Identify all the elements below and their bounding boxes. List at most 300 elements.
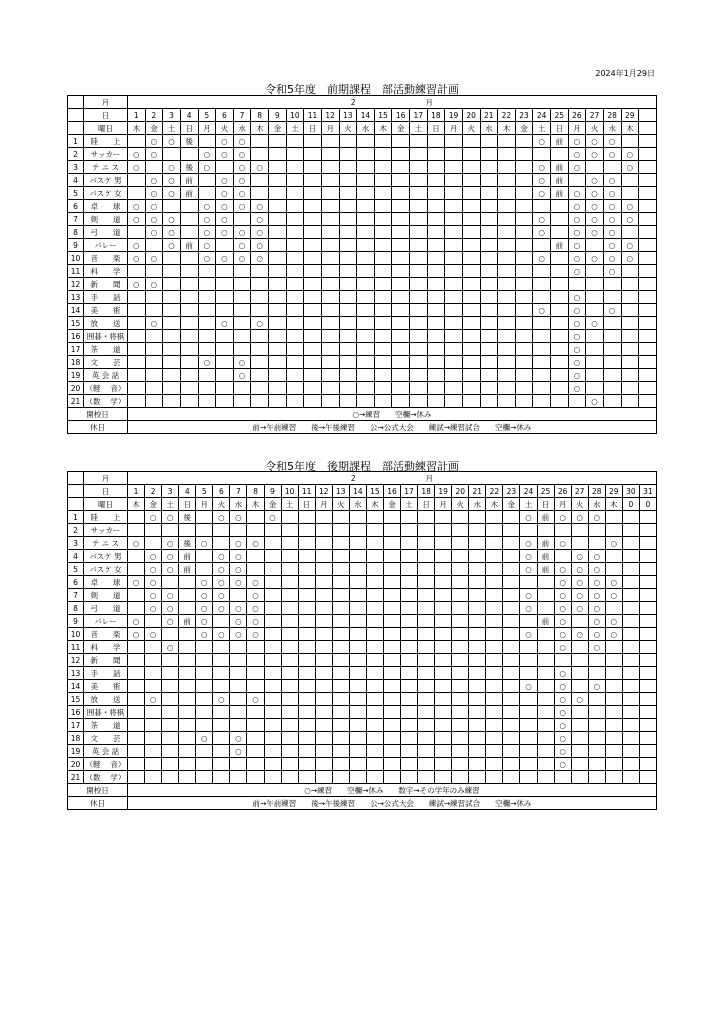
empty-cell bbox=[349, 524, 366, 537]
empty-cell bbox=[315, 602, 332, 615]
empty-cell bbox=[639, 239, 657, 252]
practice-mark: 後 bbox=[180, 135, 198, 148]
practice-mark: ○ bbox=[586, 187, 604, 200]
empty-cell bbox=[605, 667, 622, 680]
club-name: 放 送 bbox=[84, 317, 128, 330]
empty-cell bbox=[418, 602, 435, 615]
practice-mark: 前 bbox=[537, 563, 554, 576]
empty-cell bbox=[281, 641, 298, 654]
practice-mark: ○ bbox=[568, 291, 586, 304]
empty-cell bbox=[462, 330, 480, 343]
empty-cell bbox=[469, 563, 486, 576]
day-number: 12 bbox=[321, 109, 339, 122]
practice-mark: ○ bbox=[233, 369, 251, 382]
empty-cell bbox=[520, 732, 537, 745]
club-row bbox=[68, 369, 657, 382]
empty-cell bbox=[427, 213, 445, 226]
empty-cell bbox=[515, 226, 533, 239]
empty-cell bbox=[639, 511, 656, 524]
practice-mark: ○ bbox=[198, 148, 216, 161]
empty-cell bbox=[366, 732, 383, 745]
empty-cell bbox=[213, 719, 230, 732]
empty-cell bbox=[480, 148, 498, 161]
empty-cell bbox=[427, 174, 445, 187]
empty-cell bbox=[401, 563, 418, 576]
weekday bbox=[639, 122, 657, 135]
empty-cell bbox=[639, 213, 657, 226]
day-number: 6 bbox=[213, 485, 230, 498]
empty-cell bbox=[349, 758, 366, 771]
empty-cell bbox=[469, 511, 486, 524]
empty-cell bbox=[304, 135, 322, 148]
empty-cell bbox=[452, 654, 469, 667]
empty-cell bbox=[551, 356, 569, 369]
practice-mark: ○ bbox=[586, 148, 604, 161]
empty-cell bbox=[179, 667, 196, 680]
club-row bbox=[68, 563, 657, 576]
empty-cell bbox=[366, 524, 383, 537]
empty-cell bbox=[480, 382, 498, 395]
empty-cell bbox=[269, 278, 287, 291]
day-number: 5 bbox=[196, 485, 213, 498]
club-row bbox=[68, 148, 657, 161]
empty-cell bbox=[639, 589, 656, 602]
day-number: 22 bbox=[486, 485, 503, 498]
empty-cell bbox=[427, 330, 445, 343]
empty-cell bbox=[588, 706, 605, 719]
practice-mark: ○ bbox=[568, 369, 586, 382]
empty-cell bbox=[233, 382, 251, 395]
empty-cell bbox=[392, 395, 410, 408]
empty-cell bbox=[281, 602, 298, 615]
empty-cell bbox=[452, 563, 469, 576]
club-number: 8 bbox=[68, 226, 84, 239]
empty-cell bbox=[401, 576, 418, 589]
empty-cell bbox=[427, 317, 445, 330]
club-row bbox=[68, 395, 657, 408]
weekday: 0 bbox=[622, 498, 639, 511]
empty-cell bbox=[418, 758, 435, 771]
empty-cell bbox=[401, 706, 418, 719]
empty-cell bbox=[503, 667, 520, 680]
day-number: 3 bbox=[162, 485, 179, 498]
empty-cell bbox=[401, 628, 418, 641]
empty-cell bbox=[145, 356, 163, 369]
club-row bbox=[68, 239, 657, 252]
empty-cell bbox=[392, 174, 410, 187]
empty-cell bbox=[498, 356, 516, 369]
empty-cell bbox=[469, 615, 486, 628]
empty-cell bbox=[286, 148, 304, 161]
empty-cell bbox=[339, 174, 357, 187]
club-row bbox=[68, 135, 657, 148]
empty-cell bbox=[452, 628, 469, 641]
empty-cell bbox=[264, 589, 281, 602]
empty-cell bbox=[401, 771, 418, 784]
empty-cell bbox=[357, 265, 375, 278]
club-number: 21 bbox=[68, 395, 84, 408]
empty-cell bbox=[605, 602, 622, 615]
empty-cell bbox=[605, 641, 622, 654]
empty-cell bbox=[145, 304, 163, 317]
empty-cell bbox=[332, 628, 349, 641]
empty-cell bbox=[145, 291, 163, 304]
club-name: 手 話 bbox=[84, 291, 128, 304]
practice-mark: ○ bbox=[216, 148, 234, 161]
empty-cell bbox=[339, 330, 357, 343]
month-number: 2 bbox=[350, 97, 356, 107]
empty-cell bbox=[622, 641, 639, 654]
empty-cell bbox=[332, 680, 349, 693]
empty-cell bbox=[435, 680, 452, 693]
day-number: 23 bbox=[503, 485, 520, 498]
club-row bbox=[68, 628, 657, 641]
club-row bbox=[68, 680, 657, 693]
empty-cell bbox=[286, 226, 304, 239]
empty-cell bbox=[537, 680, 554, 693]
empty-cell bbox=[383, 511, 400, 524]
empty-cell bbox=[366, 693, 383, 706]
empty-cell bbox=[374, 291, 392, 304]
empty-cell bbox=[622, 667, 639, 680]
empty-cell bbox=[162, 693, 179, 706]
empty-cell bbox=[603, 317, 621, 330]
practice-mark: ○ bbox=[554, 602, 571, 615]
practice-mark: ○ bbox=[603, 226, 621, 239]
club-row bbox=[68, 589, 657, 602]
weekday: 金 bbox=[269, 122, 287, 135]
club-name: テ ニ ス bbox=[84, 537, 128, 550]
empty-cell bbox=[298, 654, 315, 667]
club-row bbox=[68, 550, 657, 563]
club-name: （数 学） bbox=[84, 395, 128, 408]
empty-cell bbox=[622, 563, 639, 576]
month-row bbox=[68, 472, 657, 485]
empty-cell bbox=[230, 706, 247, 719]
empty-cell bbox=[321, 187, 339, 200]
empty-cell bbox=[418, 680, 435, 693]
weekday: 土 bbox=[163, 122, 181, 135]
empty-cell bbox=[128, 602, 145, 615]
empty-cell bbox=[418, 550, 435, 563]
club-row bbox=[68, 317, 657, 330]
empty-cell bbox=[586, 161, 604, 174]
empty-cell bbox=[179, 706, 196, 719]
day-number: 15 bbox=[374, 109, 392, 122]
empty-cell bbox=[145, 369, 163, 382]
empty-cell bbox=[588, 732, 605, 745]
empty-cell bbox=[418, 654, 435, 667]
empty-cell bbox=[233, 317, 251, 330]
empty-cell bbox=[216, 395, 234, 408]
empty-cell bbox=[503, 745, 520, 758]
practice-mark: ○ bbox=[230, 732, 247, 745]
empty-cell bbox=[281, 537, 298, 550]
empty-cell bbox=[383, 641, 400, 654]
empty-cell bbox=[452, 576, 469, 589]
practice-mark: ○ bbox=[213, 602, 230, 615]
empty-cell bbox=[315, 524, 332, 537]
club-name: 新 聞 bbox=[84, 654, 128, 667]
empty-cell bbox=[515, 395, 533, 408]
weekday: 火 bbox=[339, 122, 357, 135]
club-name: 英 会 話 bbox=[84, 369, 128, 382]
empty-cell bbox=[286, 317, 304, 330]
empty-cell bbox=[251, 174, 269, 187]
empty-cell bbox=[639, 628, 656, 641]
club-number: 17 bbox=[68, 343, 84, 356]
practice-mark: ○ bbox=[233, 174, 251, 187]
empty-cell bbox=[551, 382, 569, 395]
day-number: 25 bbox=[537, 485, 554, 498]
empty-cell bbox=[605, 680, 622, 693]
empty-cell bbox=[537, 524, 554, 537]
empty-cell bbox=[374, 382, 392, 395]
practice-mark: 前 bbox=[551, 174, 569, 187]
empty-cell bbox=[145, 330, 163, 343]
empty-cell bbox=[503, 771, 520, 784]
empty-cell bbox=[366, 615, 383, 628]
practice-mark: ○ bbox=[621, 239, 639, 252]
empty-cell bbox=[639, 395, 657, 408]
empty-cell bbox=[163, 252, 181, 265]
empty-cell bbox=[639, 330, 657, 343]
empty-cell bbox=[469, 628, 486, 641]
empty-cell bbox=[469, 745, 486, 758]
month-row bbox=[68, 96, 657, 109]
empty-cell bbox=[469, 706, 486, 719]
practice-mark: ○ bbox=[128, 615, 145, 628]
empty-cell bbox=[586, 343, 604, 356]
empty-cell bbox=[179, 693, 196, 706]
empty-cell bbox=[251, 369, 269, 382]
empty-cell bbox=[435, 589, 452, 602]
empty-cell bbox=[427, 369, 445, 382]
practice-mark: ○ bbox=[162, 537, 179, 550]
empty-cell bbox=[281, 550, 298, 563]
empty-cell bbox=[486, 602, 503, 615]
table-title-second: 令和5年度 後期課程 部活動練習計画 bbox=[265, 460, 459, 473]
practice-mark: ○ bbox=[163, 174, 181, 187]
day-number: 14 bbox=[357, 109, 375, 122]
empty-cell bbox=[298, 693, 315, 706]
empty-cell bbox=[503, 641, 520, 654]
practice-mark: ○ bbox=[586, 226, 604, 239]
legend-row-holiday bbox=[68, 421, 657, 434]
empty-cell bbox=[162, 719, 179, 732]
club-number: 19 bbox=[68, 745, 84, 758]
empty-cell bbox=[298, 732, 315, 745]
empty-cell bbox=[366, 589, 383, 602]
empty-cell bbox=[427, 200, 445, 213]
empty-cell bbox=[321, 174, 339, 187]
empty-cell bbox=[533, 239, 551, 252]
club-name: 陸 上 bbox=[84, 135, 128, 148]
club-number: 2 bbox=[68, 524, 84, 537]
empty-cell bbox=[462, 226, 480, 239]
empty-cell bbox=[286, 343, 304, 356]
empty-cell bbox=[410, 382, 428, 395]
empty-cell bbox=[427, 226, 445, 239]
practice-mark: ○ bbox=[586, 135, 604, 148]
practice-mark: ○ bbox=[163, 226, 181, 239]
empty-cell bbox=[269, 304, 287, 317]
empty-cell bbox=[315, 745, 332, 758]
empty-cell bbox=[321, 343, 339, 356]
practice-mark: ○ bbox=[621, 200, 639, 213]
practice-mark: ○ bbox=[571, 511, 588, 524]
empty-cell bbox=[304, 395, 322, 408]
blank-cell bbox=[68, 472, 84, 485]
practice-mark: ○ bbox=[554, 719, 571, 732]
day-number: 18 bbox=[418, 485, 435, 498]
empty-cell bbox=[281, 615, 298, 628]
empty-cell bbox=[357, 200, 375, 213]
weekday: 水 bbox=[357, 122, 375, 135]
practice-mark: ○ bbox=[520, 511, 537, 524]
empty-cell bbox=[198, 395, 216, 408]
empty-cell bbox=[281, 628, 298, 641]
empty-cell bbox=[462, 304, 480, 317]
practice-mark: ○ bbox=[586, 213, 604, 226]
empty-cell bbox=[568, 395, 586, 408]
empty-cell bbox=[383, 745, 400, 758]
month-value bbox=[128, 96, 657, 109]
empty-cell bbox=[357, 278, 375, 291]
practice-mark: ○ bbox=[145, 213, 163, 226]
empty-cell bbox=[401, 758, 418, 771]
practice-mark: ○ bbox=[145, 148, 163, 161]
practice-mark: ○ bbox=[251, 200, 269, 213]
empty-cell bbox=[520, 524, 537, 537]
practice-mark: ○ bbox=[233, 148, 251, 161]
empty-cell bbox=[503, 524, 520, 537]
practice-mark: ○ bbox=[247, 589, 264, 602]
practice-mark: ○ bbox=[568, 330, 586, 343]
empty-cell bbox=[486, 615, 503, 628]
empty-cell bbox=[418, 719, 435, 732]
empty-cell bbox=[180, 395, 198, 408]
club-number: 15 bbox=[68, 693, 84, 706]
practice-mark: ○ bbox=[230, 615, 247, 628]
empty-cell bbox=[486, 745, 503, 758]
practice-mark: ○ bbox=[520, 602, 537, 615]
practice-mark: ○ bbox=[213, 628, 230, 641]
empty-cell bbox=[452, 641, 469, 654]
empty-cell bbox=[515, 213, 533, 226]
practice-mark: ○ bbox=[554, 563, 571, 576]
practice-mark: ○ bbox=[251, 226, 269, 239]
empty-cell bbox=[401, 732, 418, 745]
practice-mark: ○ bbox=[247, 693, 264, 706]
practice-mark: 後 bbox=[179, 537, 196, 550]
empty-cell bbox=[298, 511, 315, 524]
weekday: 火 bbox=[332, 498, 349, 511]
empty-cell bbox=[503, 732, 520, 745]
empty-cell bbox=[321, 369, 339, 382]
empty-cell bbox=[537, 706, 554, 719]
empty-cell bbox=[247, 719, 264, 732]
empty-cell bbox=[198, 330, 216, 343]
empty-cell bbox=[383, 654, 400, 667]
weekday: 日 bbox=[551, 122, 569, 135]
empty-cell bbox=[128, 563, 145, 576]
empty-cell bbox=[332, 537, 349, 550]
empty-cell bbox=[304, 291, 322, 304]
empty-cell bbox=[163, 395, 181, 408]
empty-cell bbox=[551, 330, 569, 343]
empty-cell bbox=[315, 693, 332, 706]
empty-cell bbox=[621, 291, 639, 304]
day-number: 27 bbox=[586, 109, 604, 122]
practice-mark: ○ bbox=[163, 213, 181, 226]
empty-cell bbox=[427, 148, 445, 161]
practice-mark: ○ bbox=[520, 537, 537, 550]
practice-mark: 前 bbox=[551, 239, 569, 252]
empty-cell bbox=[366, 537, 383, 550]
practice-mark: ○ bbox=[554, 680, 571, 693]
empty-cell bbox=[622, 589, 639, 602]
empty-cell bbox=[588, 524, 605, 537]
practice-mark: ○ bbox=[162, 602, 179, 615]
empty-cell bbox=[410, 330, 428, 343]
empty-cell bbox=[321, 265, 339, 278]
empty-cell bbox=[498, 291, 516, 304]
empty-cell bbox=[233, 278, 251, 291]
practice-mark: ○ bbox=[554, 641, 571, 654]
weekday: 火 bbox=[216, 122, 234, 135]
practice-mark: ○ bbox=[233, 200, 251, 213]
empty-cell bbox=[533, 343, 551, 356]
empty-cell bbox=[145, 343, 163, 356]
empty-cell bbox=[128, 291, 146, 304]
empty-cell bbox=[128, 706, 145, 719]
weekday: 金 bbox=[264, 498, 281, 511]
empty-cell bbox=[469, 693, 486, 706]
empty-cell bbox=[349, 576, 366, 589]
weekday: 火 bbox=[213, 498, 230, 511]
empty-cell bbox=[469, 758, 486, 771]
empty-cell bbox=[339, 278, 357, 291]
empty-cell bbox=[374, 369, 392, 382]
practice-mark: ○ bbox=[568, 343, 586, 356]
legend-text-holiday: 前→午前練習 後→午後練習 公→公式大会 練試→練習試合 空欄→休み bbox=[128, 797, 657, 810]
empty-cell bbox=[571, 732, 588, 745]
empty-cell bbox=[163, 356, 181, 369]
day-number: 2 bbox=[145, 485, 162, 498]
empty-cell bbox=[639, 550, 656, 563]
empty-cell bbox=[486, 524, 503, 537]
empty-cell bbox=[286, 356, 304, 369]
empty-cell bbox=[498, 161, 516, 174]
empty-cell bbox=[366, 745, 383, 758]
empty-cell bbox=[251, 330, 269, 343]
empty-cell bbox=[639, 278, 657, 291]
empty-cell bbox=[621, 356, 639, 369]
day-number: 15 bbox=[366, 485, 383, 498]
day-number: 29 bbox=[621, 109, 639, 122]
weekday: 土 bbox=[520, 498, 537, 511]
club-name: 美 術 bbox=[84, 680, 128, 693]
weekday: 水 bbox=[349, 498, 366, 511]
empty-cell bbox=[304, 265, 322, 278]
empty-cell bbox=[503, 693, 520, 706]
empty-cell bbox=[332, 732, 349, 745]
empty-cell bbox=[392, 161, 410, 174]
empty-cell bbox=[321, 330, 339, 343]
empty-cell bbox=[603, 330, 621, 343]
empty-cell bbox=[128, 758, 145, 771]
